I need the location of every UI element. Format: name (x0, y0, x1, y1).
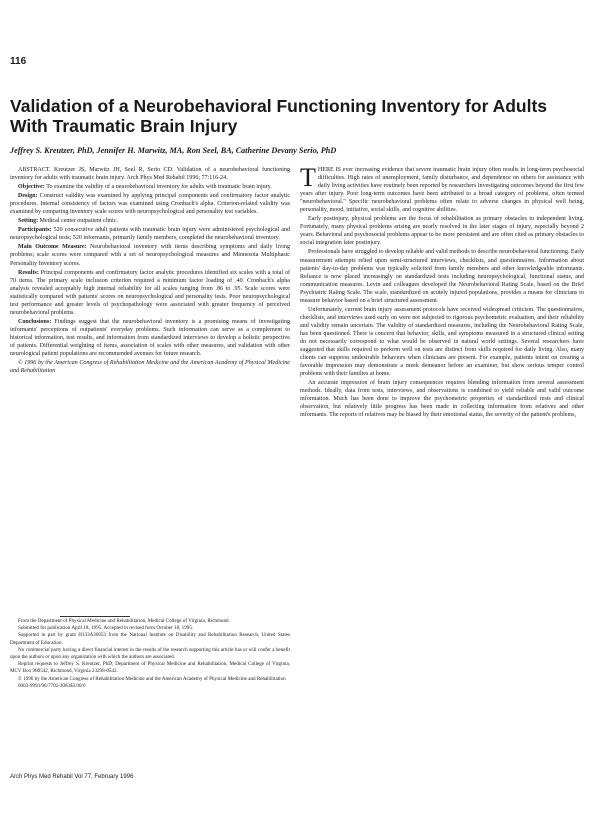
footnote-dates: Submitted for publication April 18, 1995. Accepted in revised form October 18, 1995. (18, 625, 194, 632)
footnote-reprints: Reprint requests to Jeffrey S. Kreutzer, PhD, Department of Physical Medicine and Rehabilitation, Medical College of Virginia, MCV Box 980542, Richmond, Virginia 23298-0542. (10, 661, 290, 675)
abstract-citation (10, 166, 290, 182)
first-words: HERE IS (317, 167, 341, 173)
footnote-copyright: © 1996 by the American Congress of Rehabilitation Medicine and the American Academy of Physical Medicine and Rehabilitation (18, 675, 286, 682)
article-title: Validation of a Neurobehavioral Functioning Inventory for Adults With Traumatic Brain Injury (10, 96, 548, 136)
abstract-outcome-measure: Main Outcome Measure: Neurobehavioral inventory with items describing symptoms and daily living problems; scale scores were compared with a set of neuropsychological measures and Minnesota Multiphasic Personality Inventory scores. (10, 244, 291, 267)
body-paragraph: Early postinjury, physical problems are the focus of rehabilitation as primary obstacles to independent living. Fortunately, many physical problems arising are nearly resolved in the later stages of injury, especially beyond 2 years. Behavioral and psychosocial problems appear to be more persistent and are often cited as primary obstacles to social integration later postinjury. (300, 216, 584, 247)
abstract-heading: ABSTRACT. (18, 167, 51, 173)
abstract-participants: Participants: 520 consecutive adult patients with traumatic brain injury were administered psychological and neuropsychological tests; 520 informants, primarily family members, completed the neurobehavioral inventory. (10, 227, 290, 242)
abstract-citation-text: Kreutzer JS, Marwitz JH, Seel R, Serio CD. Validation of a neurobehavioral functioning inventory for adults with traumatic brain injury. Arch Phys Med Rehabil 1996; 77:116-24. (10, 167, 291, 182)
body-column (300, 163, 584, 420)
body-paragraph: Professionals have struggled to develop reliable and valid methods to describe neurobehavioral functioning. Early measurement attempts relied upon semi-structured interviews, checklists, and questionnaires. Information about patients' day-to-day problems was typically solicited from family members and other knowledgeable informants. Reliance is now placed increasingly on standardized tests including neuropsychological, functional status, and communication measures. Levin and colleagues developed the Neurobehavioral Rating Scale, based on the Brief Psychiatric Rating Scale. The scale, standardized on acutely injured populations, provides a means for clinicians to measure behavior based on a brief structured assessment. (300, 249, 584, 304)
abstract-conclusions: Conclusions: Findings suggest that the neurobehavioral inventory is a promising means of investigating informants' perceptions of outpatients' everyday problems. Such information can serve as a complement to historical information, test results, and information from standardized interviews to develop a holistic perspective of patients. Differential weighting of items, association of scales with other measures, and validation with other neurological patient populations are recommended avenues for future research. (10, 318, 291, 358)
body-paragraph: Unfortunately, current brain injury assessment protocols have received widespread criticism. The questionnaires, checklists, and interviews used early on were not subjected to rigorous psychometric evaluation, and their reliability and validity remain uncertain. The validity of standardized measures, including the Neurobehavioral Rating Scale, has been questioned. There is concern that behavior, skills, and symptoms measured in a structured clinical setting do not necessarily correspond to what would be observed in natural world settings. Several researchers have suggested that skills required to perform well on tests are distinct from skills required for daily living. Also, many clients can suppress undesirable behaviors when clinicians are present. For example, patients intent on creating a favorable impression may demonstrate a meek demeanor before an examiner, but show serious temper control problems with their families at home. (300, 306, 584, 378)
footnote-grant: Supported in part by grant H133A30053 from the National Institute on Disability and Rehabilitation Research, United States Department of Education. (10, 632, 290, 646)
abstract-column (10, 166, 290, 376)
author-list: Jeffrey S. Kreutzer, PhD, Jennifer H. Marwitz, MA, Ron Seel, BA, Catherine Devany Serio, PhD (10, 146, 337, 155)
abstract-design: Design: Construct validity was examined by applying principal components and confirmatory factor analytic procedures. Internal consistency of factors was examined using Cronbach's alpha. Criterion-related validity was examined by comparing inventory scale scores with neuropsychological and personality test variables. (10, 193, 291, 216)
abstract-objective: Objective: To examine the validity of a neurobehavioral inventory for adults with traumatic brain injury. (18, 184, 272, 191)
body-paragraph: An accurate impression of brain injury consequences requires blending information from several assessment methods. Ideally, data from tests, interviews, and observations is combined to yield reliable and valid outcome information. Much has been done to improve the psychometric properties of standardized tests and clinical observation, but relatively little progress has been made in collecting information from relatives and other informants. The reports of relatives may be biased by their emotional status, the severity of the patient's problems, (300, 380, 584, 419)
running-footer: Arch Phys Med Rehabil Vol 77, February 1996 (10, 774, 134, 780)
body-paragraph: THERE IS ever increasing evidence that severe traumatic brain injury often results in long-term psychosocial difficulties. High rates of unemployment, family disturbance, and dependence on others for assistance with daily living activities have routinely been reported by researchers investigating outcomes beyond the first few years after injury. Poor long-term outcomes have been attributed to a broad category of problems, often termed "neurobehavioral." Specific neurobehavioral problems often relate to adverse changes in physical well being, personality, mood, initiative, social skills, and cognitive abilities. (300, 163, 584, 214)
footnotes (10, 618, 290, 690)
page-number: 116 (10, 56, 27, 67)
drop-cap: T (300, 163, 316, 192)
footnote-code: 0003-9993/96/7702-3083$3.00/0 (18, 682, 86, 689)
footnote-rule (60, 616, 130, 617)
abstract-setting: Setting: Medical center outpatient clinic. (18, 218, 118, 225)
abstract-results: Results: Principal components and confirmatory factor analytic procedures identified six scales with a total of 70 items. The primary scale inclusion criterion required a minimum factor loading of .40. Cronbach's alpha analysis revealed acceptably high internal reliability for all scales ranging from .86 to .95. Scale scores were statistically compared with patients' scores on neuropsychological and personality tests. Poor neuropsychological test performance and greater levels of psychopathology were associated with greater frequency of perceived neurobehavioral problems. (10, 269, 290, 316)
abstract-copyright: © 1996 by the American Congress of Rehabilitation Medicine and the American Academy of Physical Medicine and Rehabilitation (10, 360, 290, 375)
footnote-disclosure: No commercial party having a direct financial interest in the results of the research supporting this article has or will confer a benefit upon the authors or upon any organization with which the authors are associated. (10, 646, 290, 661)
footnote-affiliation: From the Department of Physical Medicine and Rehabilitation, Medical College of Virginia, Richmond. (18, 618, 230, 624)
